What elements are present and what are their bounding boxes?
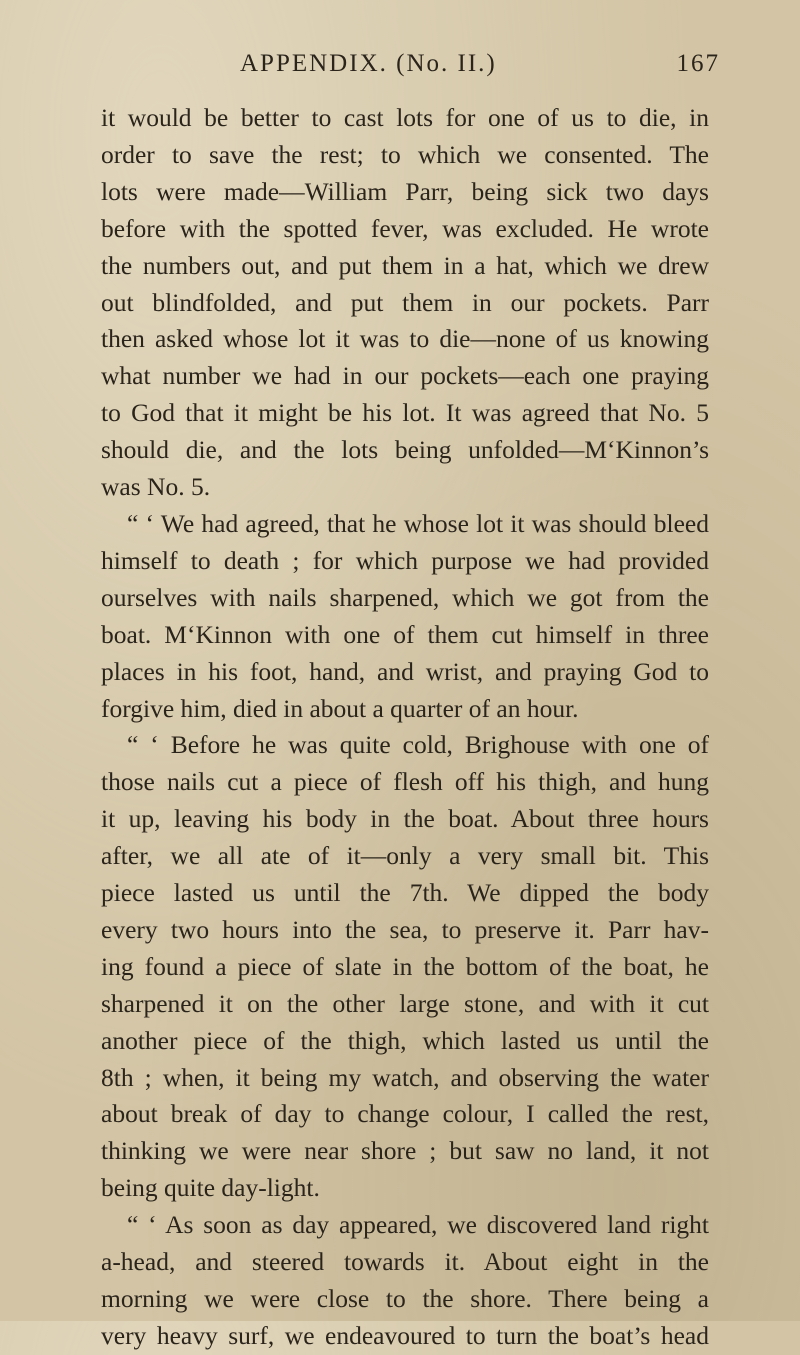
text-line: it would be better to cast lots for one of us to die, in (101, 103, 709, 132)
text-line: very heavy surf, we endeavoured to turn the boat’s head (101, 1320, 709, 1350)
text-line: then asked whose lot it was to die—none of us knowing (101, 324, 709, 354)
page-number: 167 (676, 50, 720, 77)
text-line: out blindfolded, and put them in our pockets. Parr (101, 287, 709, 317)
text-line: what number we had in our pockets—each one praying (101, 361, 709, 391)
text-line: order to save the rest; to which we consented. The (101, 139, 709, 169)
text-line: being quite day-light. (101, 1173, 320, 1203)
text-line: morning we were close to the shore. There being a (101, 1284, 709, 1313)
running-header (180, 50, 720, 82)
text-line: thinking we were near shore ; but saw no land, it not (101, 1136, 709, 1166)
text-line: after, we all ate of it—only a very small bit. This (101, 841, 709, 871)
text-line: “ ‘ We had agreed, that he whose lot it was should bleed (127, 508, 709, 538)
text-line: “ ‘ As soon as day appeared, we discovered land right (127, 1210, 709, 1240)
text-line: those nails cut a piece of flesh off his thigh, and hung (101, 767, 709, 797)
text-line: another piece of the thigh, which lasted us until the (101, 1025, 709, 1055)
text-line: forgive him, died in about a quarter of an hour. (101, 693, 579, 723)
text-line: ing found a piece of slate in the bottom of the boat, he (101, 951, 709, 981)
text-line: should die, and the lots being unfolded—M‘Kinnon’s (101, 435, 709, 465)
text-line: ourselves with nails sharpened, which we got from the (101, 582, 709, 612)
text-line: the numbers out, and put them in a hat, which we drew (101, 250, 709, 280)
text-line: boat. M‘Kinnon with one of them cut himself in three (101, 619, 709, 649)
text-line: himself to death ; for which purpose we had provided (101, 545, 709, 575)
body-text (101, 100, 709, 1355)
text-line: a-head, and steered towards it. About eight in the (101, 1247, 709, 1277)
text-line: every two hours into the sea, to preserve it. Parr hav- (101, 914, 709, 944)
text-line: to God that it might be his lot. It was agreed that No. 5 (101, 398, 709, 428)
text-line: “ ‘ Before he was quite cold, Brighouse with one of (127, 730, 709, 760)
running-title: APPENDIX. (No. II.) (240, 50, 497, 77)
text-line: was No. 5. (101, 472, 211, 502)
text-line: about break of day to change colour, I called the rest, (101, 1099, 709, 1129)
text-line: it up, leaving his body in the boat. About three hours (101, 804, 709, 834)
text-line: 8th ; when, it being my watch, and observing the water (101, 1062, 709, 1092)
text-line: sharpened it on the other large stone, and with it cut (101, 988, 709, 1018)
text-line: before with the spotted fever, was excluded. He wrote (101, 213, 709, 243)
text-line: piece lasted us until the 7th. We dipped the body (101, 878, 709, 908)
text-line: places in his foot, hand, and wrist, and praying God to (101, 656, 709, 686)
text-line: lots were made—William Parr, being sick two days (101, 176, 709, 206)
